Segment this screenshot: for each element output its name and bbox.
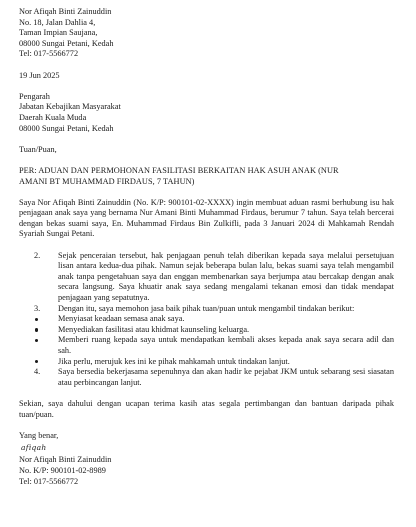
item-text: Memberi ruang kepada saya untuk mendapatkan kembali akses kepada anak saya secara adil dan sah.: [58, 335, 394, 355]
list-item: [19, 357, 394, 368]
sender-name: Nor Afiqah Binti Zainuddin: [19, 7, 112, 16]
item-text: Menyiasat keadaan semasa anak saya.: [58, 314, 185, 324]
list-item: [19, 304, 394, 315]
item-text: Jika perlu, merujuk kes ini ke pihak mahkamah untuk tindakan lanjut.: [58, 356, 290, 366]
item-number: 4.: [34, 367, 41, 377]
item-text: Dengan itu, saya memohon jasa baik pihak tuan/puan untuk mengambil tindakan berikut:: [58, 303, 355, 313]
recipient-department: Jabatan Kebajikan Masyarakat: [19, 102, 121, 112]
handwritten-signature: afiqah: [21, 443, 47, 453]
sender-address-line-2: Taman Impian Saujana,: [19, 28, 98, 38]
list-item: [19, 367, 394, 388]
request-list: [19, 251, 394, 389]
footer-name: Nor Afiqah Binti Zainuddin: [19, 455, 112, 465]
list-item: [19, 335, 394, 356]
salutation: Tuan/Puan,: [19, 144, 57, 154]
footer-ic-number: No. K/P: 900101-02-8989: [19, 465, 106, 475]
bullet-icon: [35, 328, 38, 331]
bullet-icon: [35, 360, 38, 363]
recipient-title: Pengarah: [19, 91, 50, 101]
recipient-area: Daerah Kuala Muda: [19, 112, 87, 122]
footer-block: [19, 455, 394, 487]
item-number: 2.: [34, 250, 41, 260]
list-item: [19, 314, 394, 325]
sender-block: [19, 7, 394, 60]
sender-address-line-3: 08000 Sungai Petani, Kedah: [19, 38, 114, 48]
recipient-address: 08000 Sungai Petani, Kedah: [19, 123, 114, 133]
signoff: Yang benar,: [19, 430, 59, 440]
sender-address-line-1: No. 18, Jalan Dahlia 4,: [19, 17, 96, 27]
subject-line-2: AMANI BT MUHAMMAD FIRDAUS, 7 TAHUN): [19, 176, 195, 186]
letter-date: 19 Jun 2025: [19, 70, 60, 80]
footer-phone: Tel: 017-5566772: [19, 476, 79, 486]
list-item: [19, 325, 394, 336]
bullet-icon: [35, 318, 38, 321]
intro-paragraph: Saya Nor Afiqah Binti Zainuddin (No. K/P: 900101-02-XXXX) ingin membuat aduan rasmi berhubung isu hak penjagaan anak saya yang bernama Nur Amani Binti Muhammad Firdaus, berumur 7 tahun. Saya telah bercerai dengan bekas suami saya, En. Muhammad Firdaus Bin Zulkifli, pada 3 Januari 2024 di Mahkamah Rendah Syariah Sungai Petani.: [19, 197, 394, 239]
subject-line-1: PER: ADUAN DAN PERMOHONAN FASILITASI BERKAITAN HAK ASUH ANAK (NUR: [19, 165, 339, 175]
recipient-block: [19, 92, 394, 134]
item-number: 3.: [34, 303, 41, 313]
bullet-icon: [35, 339, 38, 342]
sender-phone: Tel: 017-5566772: [19, 49, 79, 59]
closing-paragraph: Sekian, saya dahului dengan ucapan terima kasih atas segala pertimbangan dan bantuan daripada pihak tuan/puan.: [19, 398, 394, 419]
subject-heading: [19, 166, 394, 187]
item-text: Sejak penceraian tersebut, hak penjagaan penuh telah diberikan kepada saya melalui persetujuan lisan antara kedua-dua pihak. Namun sejak beberapa bulan lalu, bekas suami saya telah mengambil anak tanpa pengetahuan saya dan enggan membenarkan saya berjumpa atau bercakap dengan anak secara langsung. Saya khuatir anak saya sedang mengalami tekanan emosi dan tidak mendapat penjagaan yang sepatutnya.: [58, 250, 394, 303]
list-item: [19, 251, 394, 304]
item-text: Menyediakan fasilitasi atau khidmat kaunseling keluarga.: [58, 324, 250, 334]
item-text: Saya bersedia bekerjasama sepenuhnya dan akan hadir ke pejabat JKM untuk sebarang sesi siasatan atau perbincangan lanjut.: [58, 367, 394, 387]
